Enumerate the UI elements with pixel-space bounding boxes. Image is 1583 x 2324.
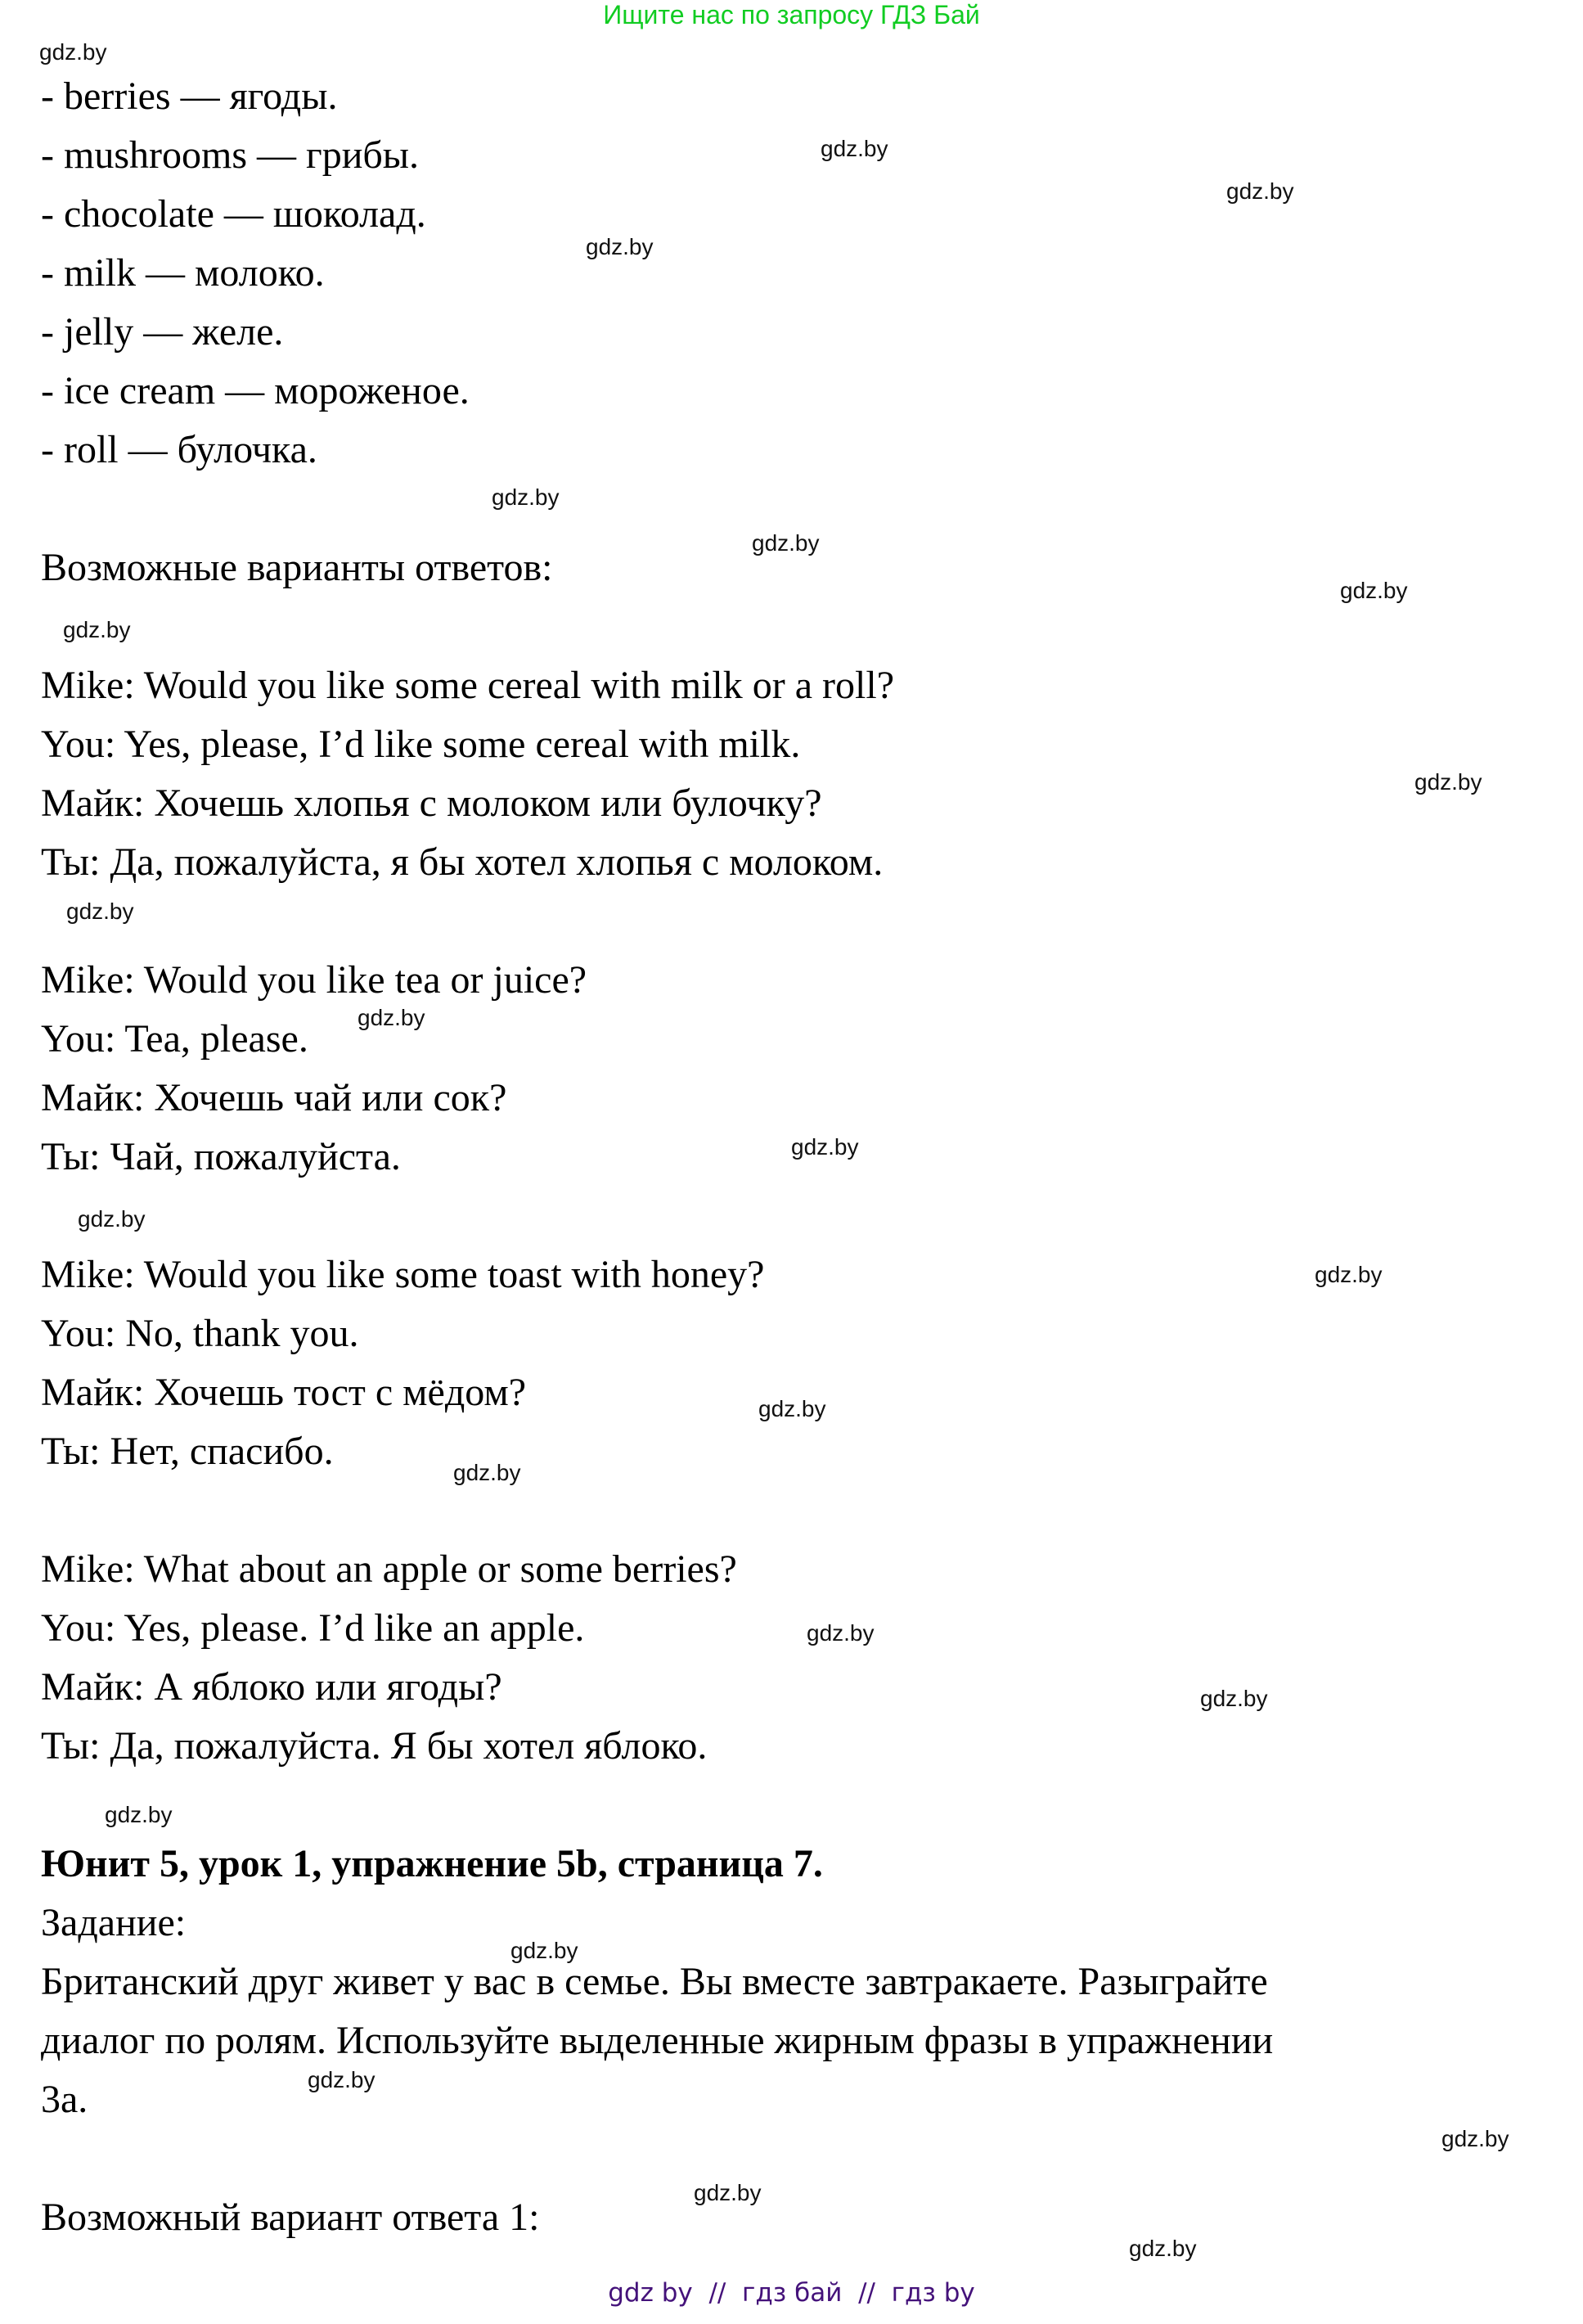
dialog-line: Mike: Would you like tea or juice? bbox=[41, 958, 587, 1002]
watermark: gdz.by bbox=[308, 2067, 376, 2092]
dialog-line: Ты: Да, пожалуйста. Я бы хотел яблоко. bbox=[41, 1724, 708, 1768]
watermark: gdz.by bbox=[1226, 178, 1294, 204]
dialog-line: Ты: Да, пожалуйста, я бы хотел хлопья с молоком. bbox=[41, 840, 884, 884]
dialog-line: Ты: Нет, спасибо. bbox=[41, 1430, 334, 1473]
watermark: gdz.by bbox=[105, 1802, 173, 1827]
watermark: gdz.by bbox=[791, 1134, 859, 1160]
watermark: gdz.by bbox=[492, 484, 560, 510]
dialog-line: Mike: Would you like some toast with honey? bbox=[41, 1253, 765, 1296]
dialog-line: Mike: What about an apple or some berries? bbox=[41, 1547, 737, 1591]
task-label: Задание: bbox=[41, 1901, 187, 1944]
dialog-line: Майк: А яблоко или ягоды? bbox=[41, 1665, 502, 1709]
watermark: gdz.by bbox=[1441, 2126, 1509, 2151]
watermark: gdz.by bbox=[1315, 1262, 1383, 1287]
task-text: 3а. bbox=[41, 2078, 88, 2121]
dialog-line: Майк: Хочешь тост с мёдом? bbox=[41, 1371, 527, 1414]
answers-heading: Возможные варианты ответов: bbox=[41, 546, 553, 589]
vocab-item: - milk — молоко. bbox=[41, 251, 325, 295]
vocab-item: - mushrooms — грибы. bbox=[41, 133, 420, 177]
watermark: gdz.by bbox=[758, 1396, 826, 1421]
dialog-line: You: Yes, please. I’d like an apple. bbox=[41, 1606, 585, 1650]
watermark: gdz.by bbox=[510, 1938, 578, 1963]
vocab-item: - chocolate — шоколад. bbox=[41, 192, 426, 236]
watermark: gdz.by bbox=[1340, 578, 1408, 603]
dialog-line: Майк: Хочешь чай или сок? bbox=[41, 1076, 507, 1119]
dialog-line: Mike: Would you like some cereal with milk or a roll? bbox=[41, 664, 895, 707]
search-banner: Ищите нас по запросу ГДЗ Бай bbox=[603, 0, 980, 29]
watermark: gdz.by bbox=[63, 617, 131, 642]
dialog-line: Ты: Чай, пожалуйста. bbox=[41, 1135, 401, 1178]
exercise-title: Юнит 5, урок 1, упражнение 5b, страница 7. bbox=[41, 1842, 823, 1885]
task-text: Британский друг живет у вас в семье. Вы вместе завтракаете. Разыграйте bbox=[41, 1960, 1268, 2003]
dialog-line: You: No, thank you. bbox=[41, 1312, 359, 1355]
watermark: gdz.by bbox=[66, 899, 134, 924]
watermark: gdz.by bbox=[586, 234, 654, 259]
footer-links[interactable]: gdz by // гдз бай // гдз by bbox=[608, 2278, 975, 2308]
task-text: диалог по ролям. Используйте выделенные жирным фразы в упражнении bbox=[41, 2019, 1274, 2062]
vocab-item: - roll — булочка. bbox=[41, 428, 317, 471]
dialog-line: You: Yes, please, I’d like some cereal with milk. bbox=[41, 723, 801, 766]
watermark: gdz.by bbox=[1414, 769, 1482, 795]
watermark: gdz.by bbox=[1200, 1686, 1268, 1711]
watermark: gdz.by bbox=[752, 530, 820, 556]
watermark: gdz.by bbox=[453, 1460, 521, 1485]
watermark: gdz.by bbox=[821, 136, 888, 161]
vocab-item: - berries — ягоды. bbox=[41, 74, 338, 118]
watermark: gdz.by bbox=[39, 39, 107, 65]
vocab-item: - jelly — желе. bbox=[41, 310, 284, 354]
watermark: gdz.by bbox=[78, 1206, 146, 1232]
answer-label: Возможный вариант ответа 1: bbox=[41, 2196, 540, 2239]
watermark: gdz.by bbox=[694, 2180, 762, 2205]
dialog-line: Майк: Хочешь хлопья с молоком или булочку? bbox=[41, 781, 822, 825]
watermark: gdz.by bbox=[1129, 2236, 1197, 2261]
watermark: gdz.by bbox=[807, 1620, 875, 1646]
dialog-line: You: Tea, please. bbox=[41, 1017, 308, 1061]
watermark: gdz.by bbox=[358, 1005, 425, 1030]
vocab-item: - ice cream — мороженое. bbox=[41, 369, 470, 412]
